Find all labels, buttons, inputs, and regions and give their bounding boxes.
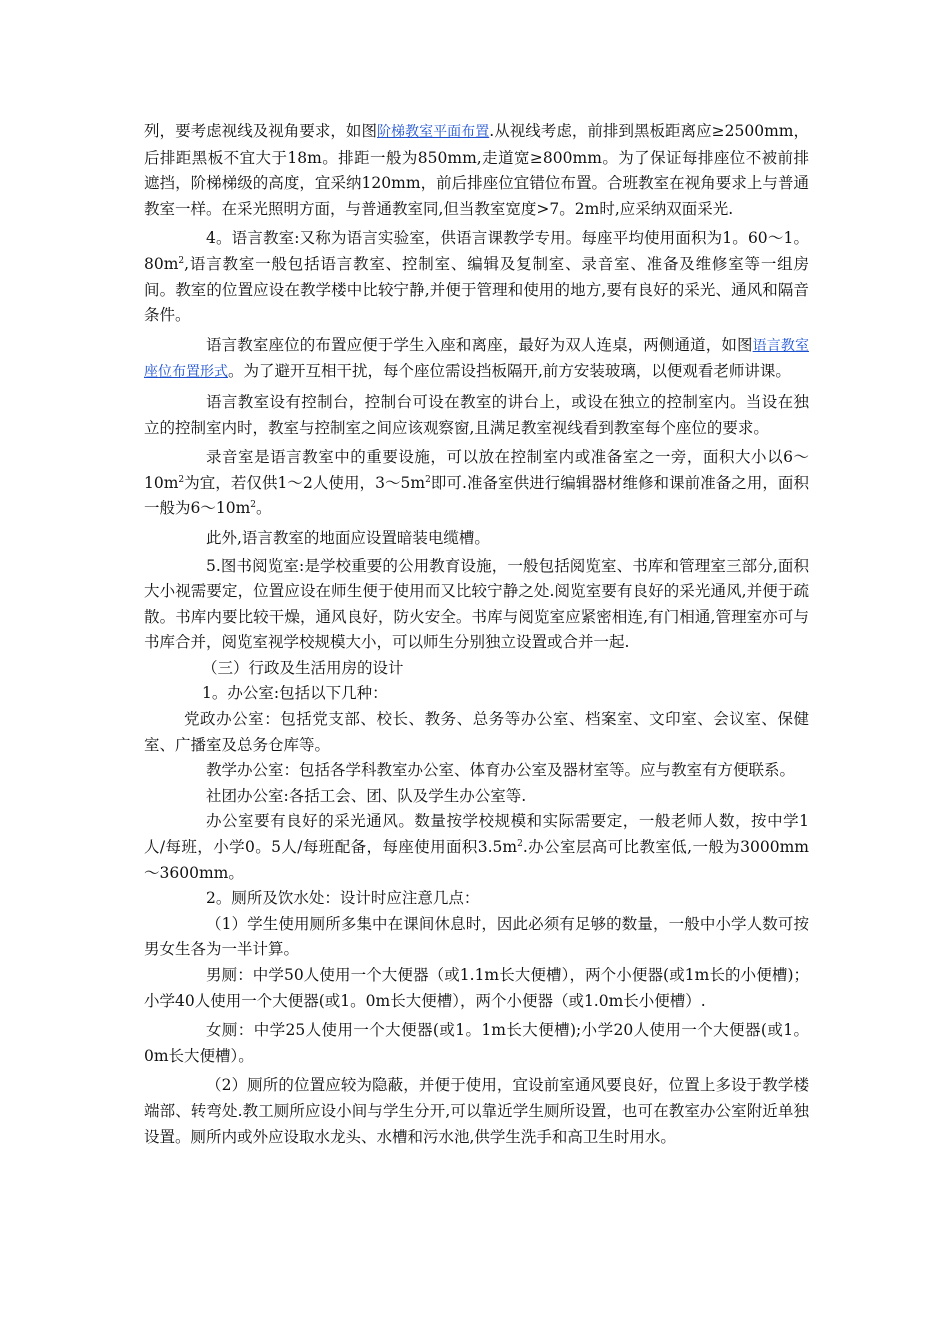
text-run: 4。语言教室:又称为语言实验室，供语言课教学专用。每座平均使用面积为1。60～1。80m: [144, 229, 809, 273]
paragraph-recording-room: [144, 445, 809, 522]
text-run: 即可.准备室供进行编辑器材维修和课前准备之用，面积一般为6～10m: [144, 473, 809, 518]
text-run: 为宜，若仅供1～2人使用，3～5m: [184, 473, 426, 492]
superscript: 2: [178, 255, 185, 266]
document-page: [144, 119, 809, 1150]
paragraph-teaching-office: 教学办公室：包括各学科教室办公室、体育办公室及器材室等。应与教室有方便联系。: [206, 761, 796, 780]
text-run: .从视线考虑，前排到黑板距离应≥2500mm，后排距黑板不宜大于18m。排距一般为850mm,走道宽≥800mm。为了保证每排座位不被前排遮挡，阶梯梯级的高度，宜采纳120mm，前后排座位宜错位布置。合班教室在视角要求上与普通教室一样。在采光照明方面，与普通教室同,但当教室宽度>7。2m时,应采纳双面采光.: [144, 122, 809, 218]
paragraph-library: 5.图书阅览室:是学校重要的公用教育设施，一般包括阅览室、书库和管理室三部分,面积大小视需要定，位置应设在师生便于使用而又比较宁静之处.阅览室要有良好的采光通风,并便于疏散。书库内要比较干燥，通风良好，防火安全。书库与阅览室应紧密相连,有门相通,管理室亦可与书库合并，阅览室视学校规模大小，可以师生分别独立设置或合并一起.: [144, 556, 809, 652]
paragraph-language-classroom: [144, 226, 809, 328]
paragraph-female-toilet: 女厕：中学25人使用一个大便器(或1。1m长大便槽);小学20人使用一个大便器(或1。0m长大便槽）。: [144, 1021, 809, 1065]
link-language-seat-layout[interactable]: 语言教室座位布置形式: [144, 337, 809, 381]
text-run: 。为了避开互相干扰，每个座位需设挡板隔开,前方安装玻璃，以便观看老师讲课。: [228, 362, 791, 381]
paragraph-male-toilet: 男厕：中学50人使用一个大便器（或1.1m长大便槽），两个小便器(或1m长的小便槽)；小学40人使用一个大便器(或1。0m长大便槽），两个小便器（或1.0m长小便槽）.: [144, 966, 809, 1010]
text-run: 。: [256, 499, 272, 518]
paragraph-control-room: 语言教室设有控制台，控制台可设在教室的讲台上，或设在独立的控制室内。当设在独立的控制室内时，教室与控制室之间应该观察窗,且满足教室视线看到教室每个座位的要求。: [144, 392, 809, 437]
paragraph-stepped-classroom-continued: [144, 119, 809, 222]
paragraph-toilet-location: （2）厕所的位置应较为隐蔽，并便于使用，宜设前室通风要良好，位置上多设于教学楼端部、转弯处.教工厕所应设小间与学生分开,可以靠近学生厕所设置，也可在教室办公室附近单独设置。厕所内或外应设取水龙头、水槽和污水池,供学生洗手和高卫生时用水。: [144, 1076, 809, 1146]
text-run: .办公室层高可比教室低,一般为3000mm～3600mm。: [144, 838, 809, 882]
paragraph-cable-trench: 此外,语言教室的地面应设置暗装电缆槽。: [206, 528, 490, 547]
text-run: 办公室要有良好的采光通风。数量按学校规模和实际需要定，一般老师人数，按中学1人/每班，小学0。5人/每班配备，每座使用面积3.5m: [144, 812, 809, 857]
text-run: 语言教室座位的布置应便于学生入座和离座，最好为双人连桌，两侧通道，如图: [206, 335, 753, 354]
text-run: 列，要考虑视线及视角要求，如图: [144, 122, 377, 140]
paragraph-party-office: 党政办公室：包括党支部、校长、教务、总务等办公室、档案室、文印室、会议室、保健室、广播室及总务仓库等。: [144, 710, 809, 754]
paragraph-office-requirements: [144, 809, 809, 886]
paragraph-toilet-quantity: （1）学生使用厕所多集中在课间休息时，因此必须有足够的数量，一般中小学人数可按男女生各为一半计算。: [144, 914, 809, 959]
text-run: ,语言教室一般包括语言教室、控制室、编辑及复制室、录音室、准备及维修室等一组房间。教室的位置应设在教学楼中比较宁静,并便于管理和使用的地方,要有良好的采光、通风和隔音条件。: [144, 254, 809, 325]
paragraph-seat-layout: [144, 333, 809, 386]
paragraph-office-intro: 1。办公室:包括以下几种：: [202, 684, 388, 703]
link-stepped-classroom-layout[interactable]: 阶梯教室平面布置: [376, 124, 490, 140]
section-heading-admin: （三）行政及生活用房的设计: [202, 658, 404, 677]
superscript: 2: [425, 474, 431, 485]
paragraph-club-office: 社团办公室:各括工会、团、队及学生办公室等.: [206, 786, 527, 805]
superscript: 2: [517, 839, 523, 850]
superscript: 2: [250, 500, 257, 511]
paragraph-toilet-intro: 2。厕所及饮水处：设计时应注意几点：: [206, 889, 480, 908]
text-run: 录音室是语言教室中的重要设施，可以放在控制室内或准备室之一旁，面积大小以6～10m: [144, 448, 809, 492]
superscript: 2: [178, 474, 185, 485]
